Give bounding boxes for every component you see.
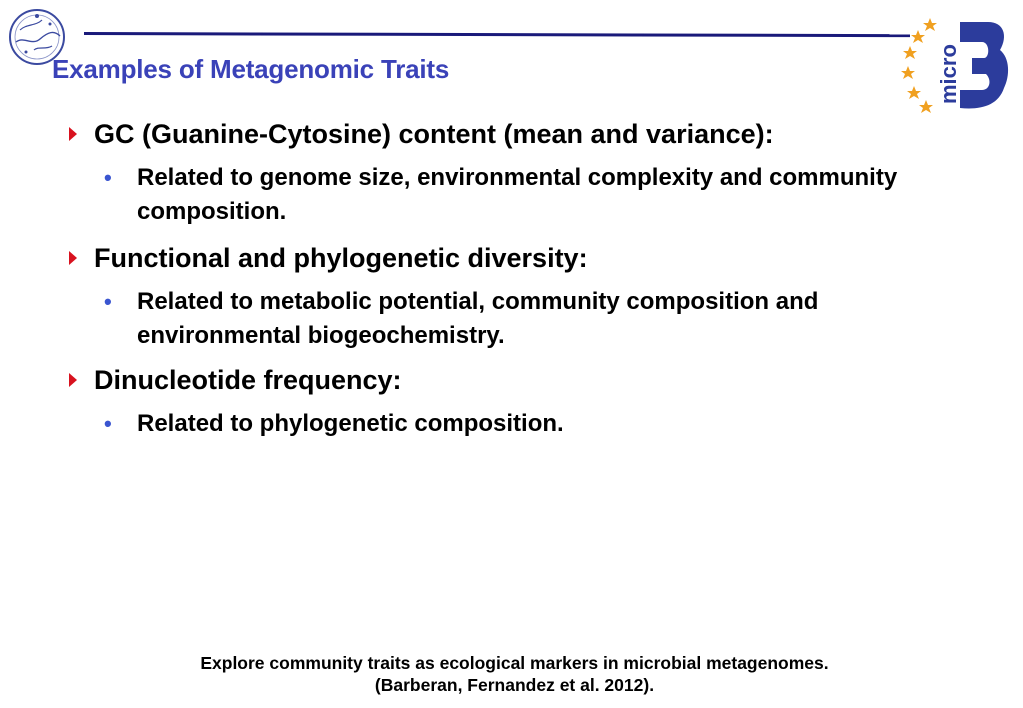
list-item [66, 115, 926, 229]
sub-bullet-text: Related to phylogenetic composition. [137, 410, 564, 437]
sub-bullet-text: Related to metabolic potential, community composition and environmental biogeochemistry. [137, 288, 819, 349]
dot-bullet-icon: • [104, 289, 112, 314]
footnote-line: Explore community traits as ecological markers in microbial metagenomes. [200, 653, 829, 673]
sub-bullet-text: Related to genome size, environmental complexity and community composition. [137, 164, 898, 225]
number-three-icon [960, 22, 1008, 108]
footnote-line: (Barberan, Fernandez et al. 2012). [374, 675, 655, 695]
list-item [66, 239, 926, 353]
eu-stars-icon [901, 18, 937, 113]
bullet-text: GC (Guanine-Cytosine) content (mean and variance): [94, 119, 774, 149]
red-arrow-bullet-icon [66, 361, 94, 399]
list-item [66, 361, 926, 441]
dot-bullet-icon: • [104, 411, 112, 436]
red-arrow-bullet-icon [66, 115, 94, 153]
micro3-logo [900, 14, 1012, 118]
bullet-list [66, 115, 926, 441]
bullet-text: Functional and phylogenetic diversity: [94, 243, 588, 273]
dot-bullet-icon: • [104, 165, 112, 190]
citation-footnote [0, 652, 1023, 696]
bullet-text: Dinucleotide frequency: [94, 365, 402, 395]
red-arrow-bullet-icon [66, 239, 94, 277]
logo-micro-text: micro [936, 44, 961, 104]
slide-title: Examples of Metagenomic Traits [52, 54, 450, 84]
header-divider [84, 32, 910, 37]
